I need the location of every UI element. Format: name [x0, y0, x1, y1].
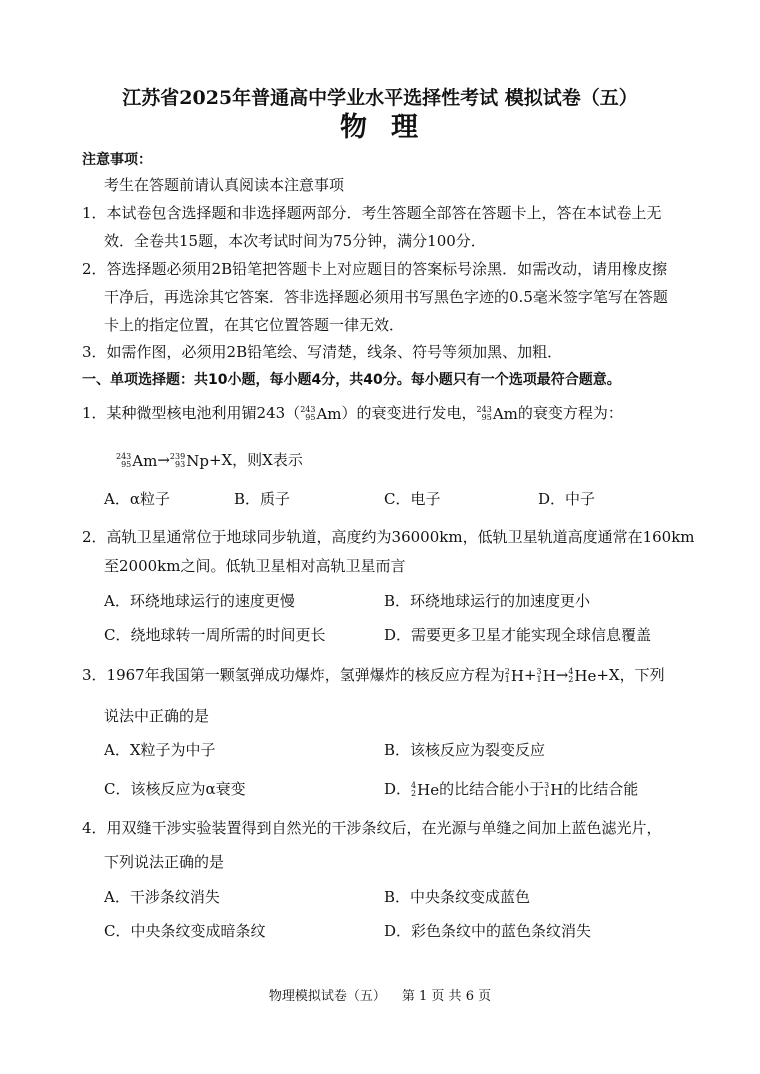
q4-option-c: C．中央条纹变成暗条纹 [104, 922, 266, 940]
notice-item-1-line-1: 1．本试卷包含选择题和非选择题两部分．考生答题全部答在答题卡上，答在本试卷上无 [82, 204, 662, 222]
am-nuclide: 243 95 Am [116, 452, 158, 470]
subject-char-2: 理 [391, 112, 420, 143]
np-nuclide: 239 93 Np [169, 452, 209, 470]
question-2-line-2: 至2000km之间。低轨卫星相对高轨卫星而言 [104, 557, 406, 575]
notice-intro: 考生在答题前请认真阅读本注意事项 [104, 176, 345, 194]
subject-char-1: 物 [340, 112, 369, 143]
q4-option-a: A．干涉条纹消失 [104, 888, 220, 906]
notice-item-2-line-1: 2．答选择题必须用2B铅笔把答题卡上对应题目的答案标号涂黑．如需改动，请用橡皮擦 [82, 260, 668, 278]
q1-option-b: B．质子 [234, 490, 291, 508]
question-3-line-2: 说法中正确的是 [104, 707, 210, 725]
exam-title: 江苏省2025年普通高中学业水平选择性考试 模拟试卷（五） [122, 87, 638, 109]
page-footer [0, 988, 760, 1006]
q2-option-b: B．环绕地球运行的加速度更小 [384, 592, 591, 610]
q1-option-d: D．中子 [538, 490, 596, 508]
q2-option-a: A．环绕地球运行的速度更慢 [104, 592, 295, 610]
q4-option-d: D．彩色条纹中的蓝色条纹消失 [384, 922, 592, 940]
helium-nuclide: 4 2 He [568, 667, 597, 685]
q3-option-b: B．该核反应为裂变反应 [384, 741, 546, 759]
question-4-line-1: 4．用双缝干涉实验装置得到自然光的干涉条纹后，在光源与单缝之间加上蓝色滤光片， [82, 819, 662, 837]
q2-option-c: C．绕地球转一周所需的时间更长 [104, 626, 326, 644]
question-1-stem: 1．某种微型核电池利用镅243（ 243 95 Am ）的衰变进行发电， 243 95 Am 的衰变方程为： [82, 404, 623, 423]
tritium-nuclide-2: 3 1 H [544, 781, 564, 799]
notice-item-3: 3．如需作图，必须用2B铅笔绘、写清楚，线条、符号等须加黑、加粗． [82, 343, 563, 361]
notice-item-1-line-2: 效．全卷共15题，本次考试时间为75分钟，满分100分． [104, 232, 486, 250]
am-243-nuclide: 243 95 Am [300, 405, 342, 423]
q3-option-c: C．该核反应为α衰变 [104, 780, 246, 798]
question-1-equation: 243 95 Am → 239 93 Np +X，则X表示 [116, 451, 303, 470]
question-4-line-2: 下列说法正确的是 [104, 853, 225, 871]
question-2-line-1: 2．高轨卫星通常位于地球同步轨道，高度约为36000km，低轨卫星轨道高度通常在160km [82, 528, 695, 546]
tritium-nuclide: 3 1 H [536, 667, 556, 685]
question-3-line-1: 3．1967年我国第一颗氢弹成功爆炸，氢弹爆炸的核反应方程为 2 1 H + 3 1 H → 4 2 He +X，下列 [82, 666, 665, 685]
notice-item-2-line-3: 卡上的指定位置，在其它位置答题一律无效． [104, 316, 405, 334]
q3-option-a: A．X粒子为中子 [104, 741, 216, 759]
am-243-nuclide-2: 243 95 Am [476, 405, 518, 423]
notice-heading: 注意事项： [82, 152, 152, 168]
q3-option-d: D． 4 2 He 的比结合能小于 3 1 H 的比结合能 [384, 780, 639, 799]
deuterium-nuclide: 2 1 H [504, 667, 524, 685]
footer-page-info: 第 1 页 共 6 页 [401, 989, 492, 1004]
notice-item-2-line-2: 干净后，再选涂其它答案．答非选择题必须用书写黑色字迹的0.5毫米签字笔写在答题 [104, 288, 668, 306]
section-heading: 一、单项选择题：共10小题，每小题4分，共40分。每小题只有一个选项最符合题意。 [82, 372, 621, 388]
subject-title [0, 112, 760, 144]
q4-option-b: B．中央条纹变成蓝色 [384, 888, 531, 906]
q1-option-c: C．电子 [384, 490, 441, 508]
footer-exam-name: 物理模拟试卷（五） [268, 989, 386, 1004]
q1-option-a: A．α粒子 [104, 490, 170, 508]
q2-option-d: D．需要更多卫星才能实现全球信息覆盖 [384, 626, 652, 644]
helium-4-nuclide: 4 2 He [411, 781, 440, 799]
